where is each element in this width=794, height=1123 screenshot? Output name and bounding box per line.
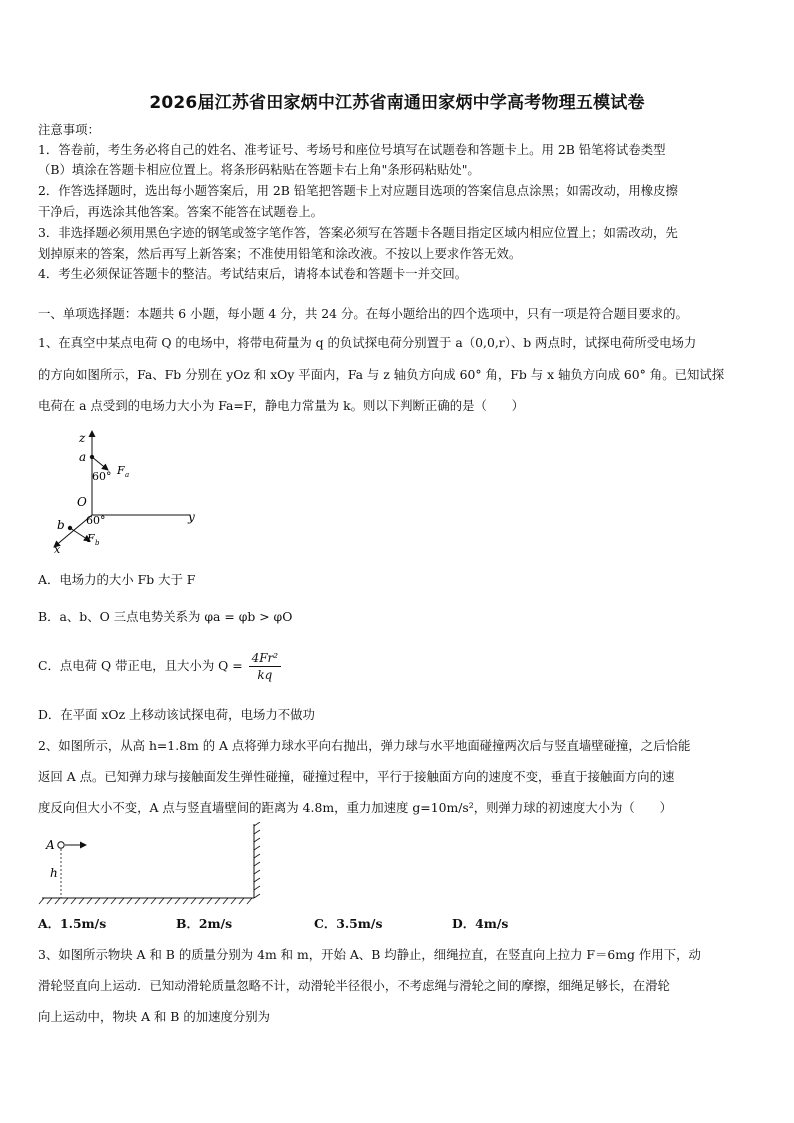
notice-heading: 注意事项：	[38, 122, 100, 137]
height-label: h	[50, 866, 58, 880]
fa-label: F	[117, 464, 125, 477]
notice-line-5: 3．非选择题必须用黑色字迹的钢笔或签字笔作答，答案必须写在答题卡各题目指定区域内相应位置上；如需改动，先	[38, 225, 678, 240]
force-fa-arrow	[92, 457, 108, 470]
fb-label: F	[87, 532, 95, 545]
q2-line-1: 2、如图所示，从高 h=1.8m 的 A 点将弹力球水平向右抛出，弹力球与水平地面碰撞两次后与竖直墙壁碰撞，之后恰能	[38, 738, 691, 753]
q1-line-3: 电荷在 a 点受到的电场力大小为 Fa=F，静电力常量为 k。则以下判断正确的是（ ）	[38, 398, 525, 413]
point-a-label: A	[46, 838, 55, 852]
fb-subscript: b	[95, 539, 100, 547]
q2-line-3: 度反向但大小不变，A 点与竖直墙壁间的距离为 4.8m，重力加速度 g=10m/s²，则弹力球的初速度大小为（ ）	[38, 800, 672, 815]
fraction-numerator: 4Fr²	[249, 650, 282, 667]
q1-option-c-fraction	[249, 650, 282, 683]
q2-wall-figure	[38, 822, 270, 910]
q2-choice-c: C．3.5m/s	[314, 916, 383, 931]
q1-option-b: B．a、b、O 三点电势关系为 φa = φb > φO	[38, 609, 293, 624]
notice-line-1: 1．答卷前，考生务必将自己的姓名、准考证号、考场号和座位号填写在试题卷和答题卡上。用 2B 铅笔将试卷类型	[38, 142, 666, 157]
q3-line-1: 3、如图所示物块 A 和 B 的质量分别为 4m 和 m，开始 A、B 均静止，细绳拉直，在竖直向上拉力 F＝6mg 作用下，动	[38, 947, 701, 962]
z-label: z	[79, 431, 86, 445]
q1-option-c	[38, 650, 281, 683]
q1-option-d: D．在平面 xOz 上移动该试探电荷，电场力不做功	[38, 707, 315, 722]
b-label: b	[57, 518, 65, 532]
origin-label: O	[77, 495, 87, 509]
q1-option-a: A．电场力的大小 Fb 大于 F	[38, 572, 196, 587]
q2-choice-b: B．2m/s	[176, 916, 233, 931]
q1-line-2: 的方向如图所示，Fa、Fb 分别在 yOz 和 xOy 平面内，Fa 与 z 轴负方向成 60° 角，Fb 与 x 轴负方向成 60° 角。已知试探	[38, 367, 725, 382]
wall-hatching	[254, 822, 260, 898]
q2-choice-d: D．4m/s	[452, 916, 509, 931]
ball	[58, 842, 64, 848]
q3-line-3: 向上运动中，物块 A 和 B 的加速度分别为	[38, 1009, 271, 1024]
q2-choice-a: A．1.5m/s	[38, 916, 107, 931]
y-label: y	[188, 510, 195, 524]
angle-b-label: 60°	[86, 514, 106, 527]
q1-axes-figure	[40, 425, 210, 560]
notice-line-2: （B）填涂在答题卡相应位置上。将条形码粘贴在答题卡右上角"条形码粘贴处"。	[38, 162, 480, 177]
ground-hatching	[39, 898, 252, 904]
q1-line-1: 1、在真空中某点电荷 Q 的电场中，将带电荷量为 q 的负试探电荷分别置于 a（0,0,r）、b 两点时，试探电荷所受电场力	[38, 335, 697, 350]
q3-line-2: 滑轮竖直向上运动．已知动滑轮质量忽略不计，动滑轮半径很小，不考虑绳与滑轮之间的摩擦，细绳足够长，在滑轮	[38, 978, 670, 993]
q2-line-2: 返回 A 点。已知弹力球与接触面发生弹性碰撞，碰撞过程中，平行于接触面方向的速度不变，垂直于接触面方向的速	[38, 769, 675, 784]
fraction-denominator: kq	[257, 668, 273, 682]
notice-line-3: 2．作答选择题时，选出每小题答案后，用 2B 铅笔把答题卡上对应题目选项的答案信息点涂黑；如需改动，用橡皮擦	[38, 183, 678, 198]
fa-subscript: a	[125, 471, 130, 479]
x-label: x	[54, 543, 61, 556]
page-title: 2026届江苏省田家炳中江苏省南通田家炳中学高考物理五模试卷	[149, 93, 645, 113]
section-heading: 一、单项选择题：本题共 6 小题，每小题 4 分，共 24 分。在每小题给出的四个选项中，只有一项是符合题目要求的。	[38, 306, 688, 321]
notice-line-7: 4．考生必须保证答题卡的整洁。考试结束后，请将本试卷和答题卡一并交回。	[38, 266, 468, 281]
q1-option-c-text: C．点电荷 Q 带正电，且大小为 Q =	[38, 658, 243, 673]
angle-a-label: 60°	[92, 470, 112, 483]
notice-line-6: 划掉原来的答案，然后再写上新答案；不准使用铅笔和涂改液。不按以上要求作答无效。	[38, 246, 522, 261]
notice-line-4: 干净后，再选涂其他答案。答案不能答在试题卷上。	[38, 204, 323, 219]
a-label: a	[79, 450, 87, 464]
